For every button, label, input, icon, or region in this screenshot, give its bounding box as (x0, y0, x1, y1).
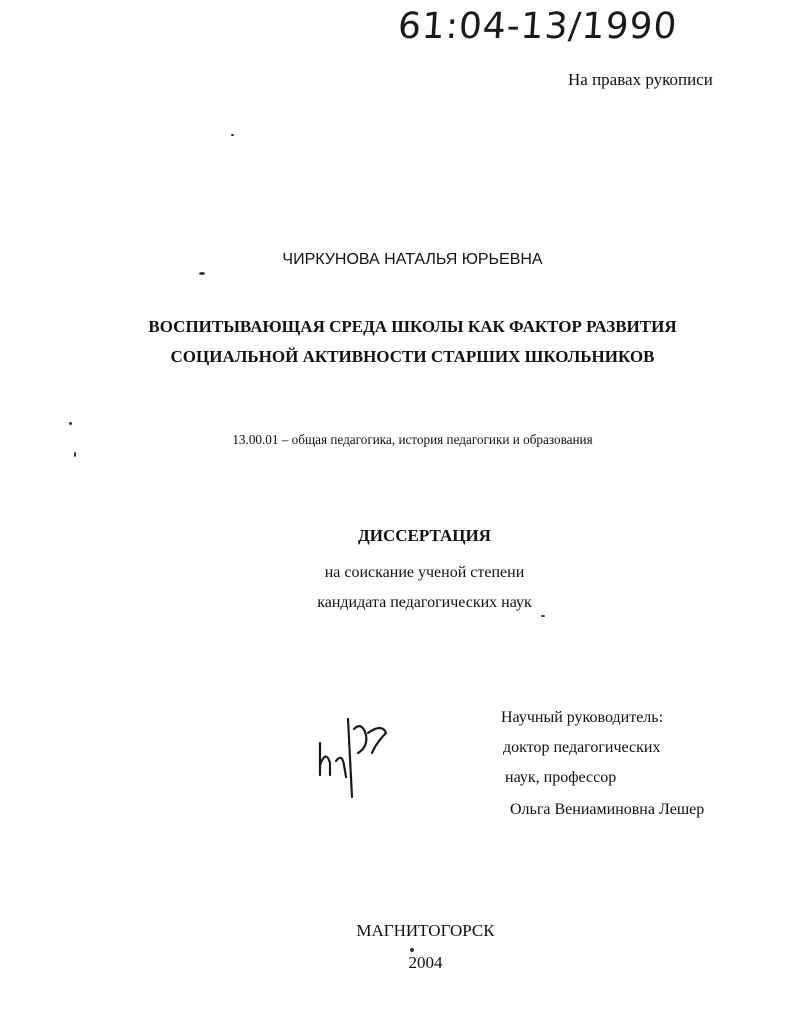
scan-speck (199, 272, 205, 275)
advisor-title-1: доктор педагогических (503, 739, 661, 756)
scan-speck (541, 615, 545, 617)
rights-note: На правах рукописи (568, 70, 713, 89)
archive-number: 61:04-13/1990 (396, 6, 679, 47)
year: 2004 (408, 953, 443, 972)
advisor-name: Ольга Вениаминовна Лешер (510, 801, 705, 818)
title-line-1: ВОСПИТЫВАЮЩАЯ СРЕДА ШКОЛЫ КАК ФАКТОР РАЗВИТИЯ (148, 317, 677, 336)
specialty-code: 13.00.01 – общая педагогика, история педагогики и образования (232, 432, 593, 447)
advisor-label: Научный руководитель: (501, 709, 664, 726)
author-name: ЧИРКУНОВА НАТАЛЬЯ ЮРЬЕВНА (282, 251, 543, 268)
degree-line-1: на соискание ученой степени (324, 564, 525, 581)
advisor-title-2: наук, профессор (505, 769, 617, 786)
scan-speck (231, 134, 234, 136)
scan-speck (69, 422, 72, 425)
handwritten-signature (312, 713, 402, 803)
title-line-2: СОЦИАЛЬНОЙ АКТИВНОСТИ СТАРШИХ ШКОЛЬНИКОВ (170, 347, 655, 366)
scan-speck (74, 452, 76, 457)
degree-info (0, 558, 799, 618)
degree-line-2: кандидата педагогических наук (317, 594, 532, 611)
city: МАГНИТОГОРСК (356, 921, 495, 940)
scan-speck (410, 948, 414, 952)
document-type: ДИССЕРТАЦИЯ (358, 526, 491, 545)
dissertation-title (0, 312, 799, 372)
